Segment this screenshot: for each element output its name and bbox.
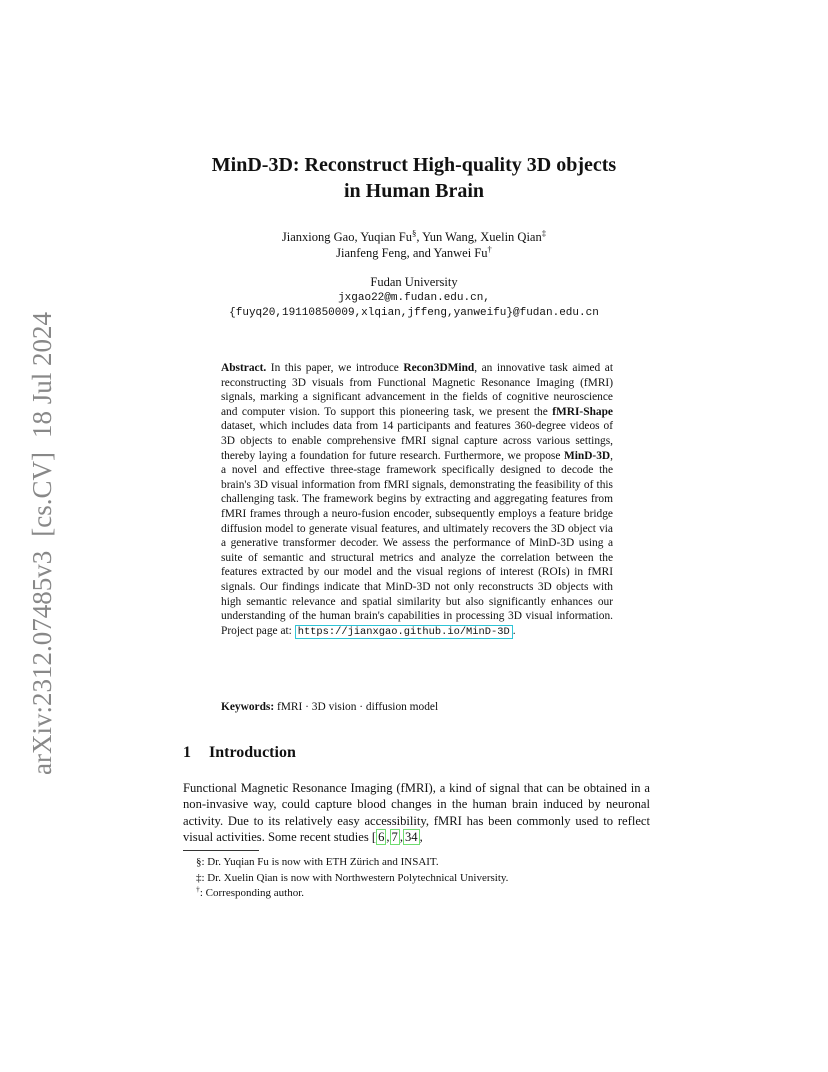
abstract-text: , a novel and effective three-stage framework specifically designed to decode the brain's 3D visual information from fMRI signals, demonstrating the feasibility of this challenging task. The framework begins by extracting and aggregating features from fMRI frames through a neuro-fusion encoder, subsequently employs a feature bridge diffusion model to generate visual features, and ultimately recovers the 3D object via a generative transformer decoder. We assess the performance of MinD-3D using a suite of semantic and structural metrics and analyze the correlation between the features extracted by our model and the visual regions of interest (ROIs) in fMRI signals. Our findings indicate that MinD-3D not only reconstructs 3D objects with high semantic relevance and spatial similarity but also significantly enhances our understanding of the human brain's capabilities in processing 3D visual information. Project page at: (221, 449, 613, 637)
author-mark-double-dagger: ‡ (541, 227, 547, 238)
abstract-text: , an innovative task aimed at reconstructing 3D visuals from Functional Magnetic Resonance Imaging (fMRI) signals, marking a significant advancement in the fields of cognitive neuroscience and computer vision. To support this pioneering task, we present the (221, 362, 613, 418)
intro-text: , (419, 830, 423, 845)
footnote-3-mark: † (196, 884, 200, 894)
arxiv-side-stamp (22, 295, 62, 775)
section-title: Introduction (209, 744, 296, 761)
mind3d-term: MinD-3D (563, 449, 611, 462)
footnote-rule (183, 850, 259, 851)
email-line-2: {fuyq20,19110850009,xlqian,jffeng,yanweifu}@fudan.edu.cn (229, 307, 599, 319)
footnote-3 (196, 886, 636, 902)
keywords-label: Keywords: (221, 701, 275, 713)
footnote-3-text: : Corresponding author. (199, 887, 305, 899)
footnotes (196, 855, 636, 902)
arxiv-category: [cs.CV] (26, 452, 57, 537)
email-line-1: jxgao22@m.fudan.edu.cn, (338, 291, 490, 304)
arxiv-id: arXiv:2312.07485v3 (26, 550, 57, 775)
keywords-text: fMRI · 3D vision · diffusion model (274, 701, 439, 713)
abstract-text: In this paper, we introduce (266, 362, 404, 374)
citation-link[interactable]: 34 (404, 830, 418, 845)
intro-paragraph: Functional Magnetic Resonance Imaging (fMRI), a kind of signal that can be obtained in a non-invasive way, could capture blood changes in the human brain induced by neuronal activity. Due to its relatively easy accessibility, fMRI has been commonly used to reflect visual activities. Some recent studies [ 6 , 7 , 34 , (183, 781, 650, 845)
author-mark-dagger: † (487, 243, 492, 254)
citation-link[interactable]: 7 (391, 830, 398, 845)
fmri-shape-term: fMRI-Shape (552, 405, 613, 418)
author-text-1: Jianxiong Gao, Yuqian Fu (281, 230, 412, 244)
author-text-2: , Yun Wang, Xuelin Qian (416, 230, 542, 244)
affiliation (170, 275, 658, 322)
paper-title (150, 152, 678, 204)
title-line-1: MinD-3D: Reconstruct High-quality 3D objects (211, 154, 617, 176)
project-page-link[interactable]: https://jianxgao.github.io/MinD-3D (295, 625, 513, 639)
abstract-text: dataset, which includes data from 14 participants and features 360-degree videos of 3D objects to enable comprehensive fMRI signal capture across various settings, thereby laying a foundation for future research. Furthermore, we propose (221, 420, 613, 462)
section-number: 1 (183, 744, 191, 761)
abstract-text: . (512, 624, 516, 637)
author-mark-section: § (411, 227, 417, 238)
citation-link[interactable]: 6 (378, 830, 385, 845)
title-line-2: in Human Brain (343, 180, 485, 202)
section-heading (183, 744, 296, 762)
footnote-1: §: Dr. Yuqian Fu is now with ETH Zürich and INSAIT. (196, 856, 439, 868)
keywords (221, 701, 613, 713)
author-list (170, 229, 658, 261)
arxiv-date: 18 Jul 2024 (26, 312, 57, 439)
abstract (221, 361, 613, 639)
intro-text: Functional Magnetic Resonance Imaging (fMRI), a kind of signal that can be obtained in a non-invasive way, could capture blood changes in the human brain induced by neuronal activity. Due to its relatively easy accessibility, fMRI has been commonly used to reflect visual activities. Some recent studies [ (183, 781, 650, 845)
abstract-label: Abstract. (221, 362, 267, 374)
recon3dmind-term: Recon3DMind (403, 362, 475, 374)
footnote-2: ‡: Dr. Xuelin Qian is now with Northwestern Polytechnical University. (196, 871, 509, 884)
author-text-3: Jianfeng Feng, and Yanwei Fu (336, 246, 488, 260)
institution: Fudan University (370, 275, 458, 289)
